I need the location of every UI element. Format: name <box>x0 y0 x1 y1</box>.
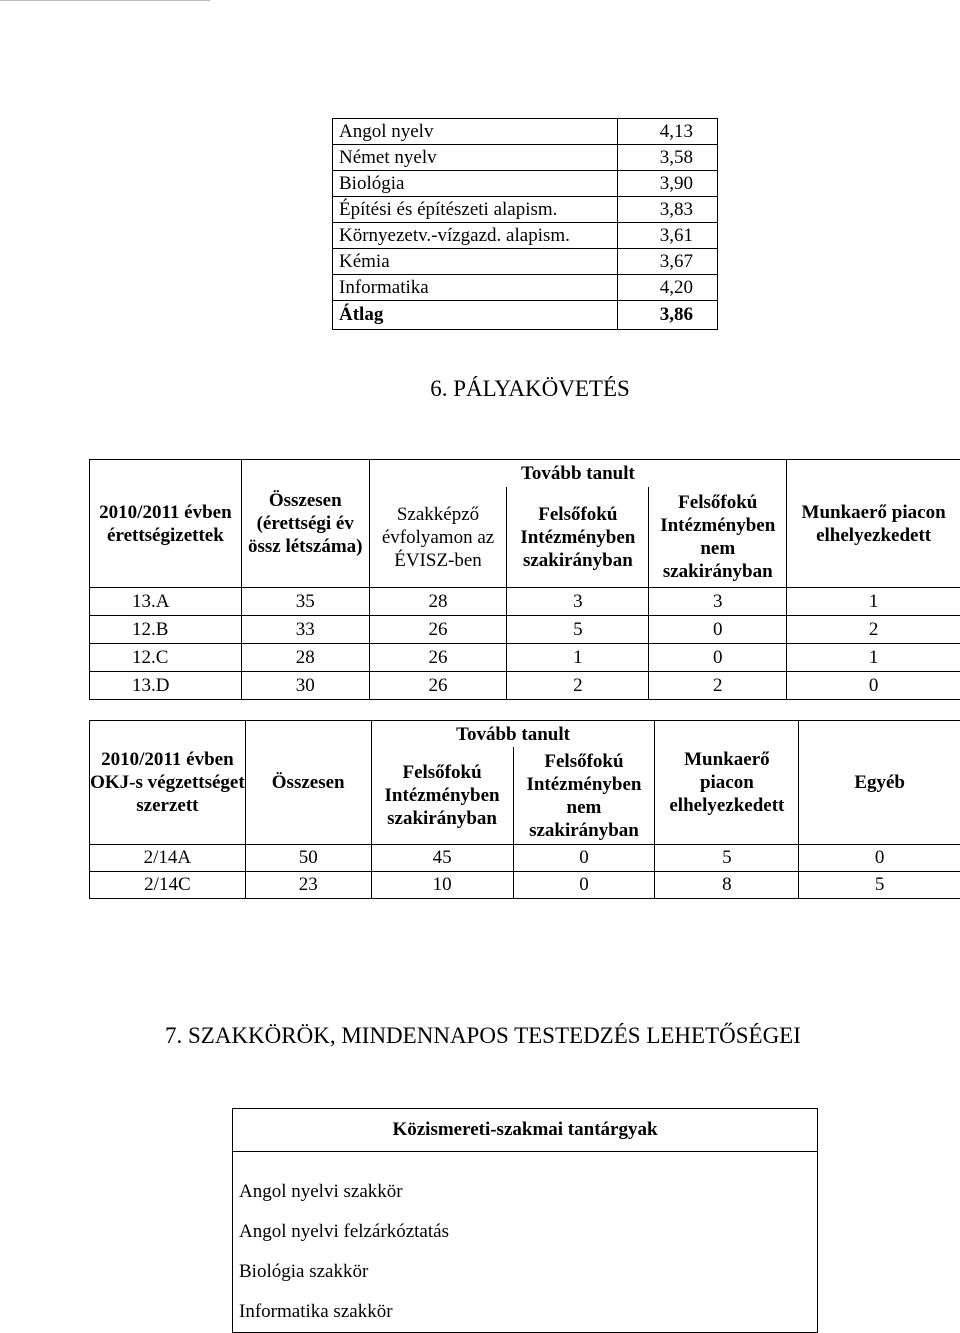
value-cell: 3,83 <box>618 197 718 223</box>
header-row <box>90 721 960 748</box>
class-cell: 2/14C <box>90 872 246 899</box>
spacer-cell <box>233 1152 818 1173</box>
top-rule <box>0 0 210 1</box>
table-row <box>333 275 718 301</box>
vocational-cell: 26 <box>369 616 507 644</box>
total-cell: 50 <box>245 845 371 872</box>
total-cell: 33 <box>241 616 369 644</box>
header-higher-relevant: Felsőfokú Intézményben szakirányban <box>371 747 513 845</box>
labour-market-cell: 0 <box>787 672 960 700</box>
list-item <box>233 1252 818 1292</box>
subject-cell: Informatika <box>333 275 618 301</box>
table-row <box>333 145 718 171</box>
header-higher-relevant: Felsőfokú Intézményben szakirányban <box>507 487 649 588</box>
higher-other-cell: 0 <box>513 845 655 872</box>
subject-cell: Kémia <box>333 249 618 275</box>
table-row <box>333 171 718 197</box>
vocational-cell: 26 <box>369 672 507 700</box>
labour-market-cell: 8 <box>655 872 799 899</box>
higher-other-cell: 2 <box>649 672 787 700</box>
club-name: Angol nyelvi szakkör <box>233 1172 818 1212</box>
labour-market-cell: 2 <box>787 616 960 644</box>
header-labour-market: Munkaerő piacon elhelyezkedett <box>655 721 799 845</box>
club-name: Biológia szakkör <box>233 1252 818 1292</box>
list-item <box>233 1212 818 1252</box>
section-7-heading: 7. SZAKKÖRÖK, MINDENNAPOS TESTEDZÉS LEHETŐSÉGEI <box>165 1023 801 1049</box>
header-group-label: Tovább tanult <box>370 462 787 485</box>
subject-cell: Biológia <box>333 171 618 197</box>
higher-relevant-cell: 2 <box>507 672 649 700</box>
labour-market-cell: 5 <box>655 845 799 872</box>
list-item <box>233 1172 818 1212</box>
value-cell: 3,61 <box>618 223 718 249</box>
higher-relevant-cell: 45 <box>371 845 513 872</box>
higher-relevant-cell: 10 <box>371 872 513 899</box>
total-cell: 30 <box>241 672 369 700</box>
class-cell: 13.D <box>90 672 242 700</box>
club-name: Informatika szakkör <box>233 1292 818 1333</box>
graduates-table <box>89 459 960 700</box>
class-cell: 2/14A <box>90 845 246 872</box>
table-row <box>333 119 718 145</box>
total-value: 3,86 <box>618 301 718 330</box>
table-row <box>90 644 960 672</box>
total-cell: 28 <box>241 644 369 672</box>
total-cell: 35 <box>241 588 369 616</box>
vocational-cell: 28 <box>369 588 507 616</box>
table-row <box>333 249 718 275</box>
vocational-cell: 26 <box>369 644 507 672</box>
higher-other-cell: 0 <box>649 616 787 644</box>
value-cell: 3,67 <box>618 249 718 275</box>
table-row <box>90 845 960 872</box>
header-row <box>233 1109 818 1152</box>
higher-other-cell: 0 <box>649 644 787 672</box>
table-row <box>333 197 718 223</box>
header-vocational: Szakképző évfolyamon az ÉVISZ-ben <box>369 487 507 588</box>
section-6-heading: 6. PÁLYAKÖVETÉS <box>0 376 960 402</box>
value-cell: 3,90 <box>618 171 718 197</box>
header-group <box>369 460 787 488</box>
header-higher-other: Felsőfokú Intézményben nem szakirányban <box>513 747 655 845</box>
clubs-header: Közismereti-szakmai tantárgyak <box>233 1109 818 1152</box>
total-row <box>333 301 718 330</box>
value-cell: 4,13 <box>618 119 718 145</box>
value-cell: 4,20 <box>618 275 718 301</box>
averages-table <box>332 118 718 330</box>
header-higher-other: Felsőfokú Intézményben nem szakirányban <box>649 487 787 588</box>
subject-cell: Építési és építészeti alapism. <box>333 197 618 223</box>
total-cell: 23 <box>245 872 371 899</box>
header-labour-market: Munkaerő piacon elhelyezkedett <box>787 460 960 588</box>
okj-table <box>89 720 960 899</box>
total-label: Átlag <box>333 301 618 330</box>
higher-other-cell: 3 <box>649 588 787 616</box>
value-cell: 3,58 <box>618 145 718 171</box>
other-cell: 0 <box>799 845 960 872</box>
club-name: Angol nyelvi felzárkóztatás <box>233 1212 818 1252</box>
labour-market-cell: 1 <box>787 588 960 616</box>
spacer-row <box>233 1152 818 1173</box>
subject-cell: Angol nyelv <box>333 119 618 145</box>
higher-relevant-cell: 5 <box>507 616 649 644</box>
header-year: 2010/2011 évben érettségizettek <box>90 460 242 588</box>
class-cell: 12.B <box>90 616 242 644</box>
header-row <box>90 460 960 488</box>
header-total: Összesen (érettségi év össz létszáma) <box>241 460 369 588</box>
subject-cell: Német nyelv <box>333 145 618 171</box>
table-row <box>90 588 960 616</box>
subject-cell: Környezetv.-vízgazd. alapism. <box>333 223 618 249</box>
header-total: Összesen <box>245 721 371 845</box>
class-cell: 12.C <box>90 644 242 672</box>
table-row <box>90 672 960 700</box>
higher-other-cell: 0 <box>513 872 655 899</box>
list-item <box>233 1292 818 1333</box>
labour-market-cell: 1 <box>787 644 960 672</box>
higher-relevant-cell: 1 <box>507 644 649 672</box>
table-row <box>333 223 718 249</box>
header-group: Tovább tanult <box>371 721 655 748</box>
header-year: 2010/2011 évben OKJ-s végzettséget szerzett <box>90 721 246 845</box>
other-cell: 5 <box>799 872 960 899</box>
table-row <box>90 872 960 899</box>
higher-relevant-cell: 3 <box>507 588 649 616</box>
class-cell: 13.A <box>90 588 242 616</box>
table-row <box>90 616 960 644</box>
header-other: Egyéb <box>799 721 960 845</box>
clubs-table <box>232 1108 818 1333</box>
